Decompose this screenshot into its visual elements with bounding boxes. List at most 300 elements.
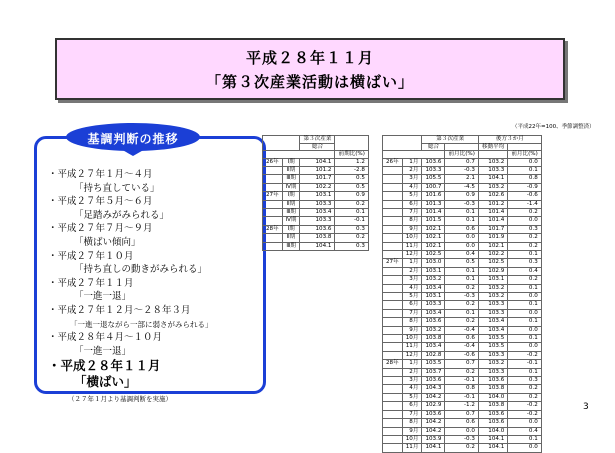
monthly-cell-a: 103.4 [478, 318, 507, 326]
monthly-cell-v: 102.1 [422, 242, 445, 250]
table-row [383, 309, 542, 317]
monthly-cell-m: 5月 [402, 293, 422, 301]
quarterly-cell-v: 104.1 [300, 158, 335, 166]
monthly-cell-m: 11月 [402, 343, 422, 351]
trend-panel-title: 基調判断の推移 [87, 132, 179, 146]
monthly-cell-v: 102.9 [422, 402, 445, 410]
monthly-cell-c: 0.1 [445, 208, 478, 216]
monthly-cell-y: 27年 [383, 259, 403, 267]
monthly-cell-v: 103.2 [422, 326, 445, 334]
quarterly-cell-c: -0.1 [335, 217, 368, 225]
quarterly-cell-v: 101.7 [300, 175, 335, 183]
monthly-cell-v: 101.5 [422, 217, 445, 225]
monthly-cell-m: 9月 [402, 427, 422, 435]
monthly-cell-y [383, 393, 403, 401]
quarterly-cell-y [263, 183, 283, 191]
monthly-cell-y [383, 368, 403, 376]
monthly-cell-c: 0.7 [445, 410, 478, 418]
monthly-cell-c: 0.1 [445, 276, 478, 284]
monthly-cell-m: 10月 [402, 335, 422, 343]
monthly-cell-ac: 0.1 [508, 301, 541, 309]
table-row [263, 192, 369, 200]
monthly-cell-ac: 0.2 [508, 385, 541, 393]
monthly-corner [383, 136, 422, 151]
monthly-cell-c: 0.6 [445, 335, 478, 343]
trend-judgment: 「横ばい」 [74, 374, 137, 390]
quarterly-corner [263, 136, 300, 151]
quarterly-cell-p: Ⅱ期 [282, 234, 300, 242]
table-row [263, 225, 369, 233]
monthly-cell-ac: -0.9 [508, 183, 541, 191]
monthly-cell-ac: 0.0 [508, 293, 541, 301]
monthly-cell-v: 100.7 [422, 183, 445, 191]
monthly-cell-y: 26年 [383, 158, 403, 166]
monthly-cell-c: 0.0 [445, 427, 478, 435]
monthly-cell-c: -0.3 [445, 166, 478, 174]
table-row [383, 166, 542, 174]
table-row [383, 293, 542, 301]
trend-judgment: 「足踏みがみられる」 [74, 209, 170, 221]
table-row [383, 343, 542, 351]
monthly-cell-ac: 0.2 [508, 234, 541, 242]
monthly-cell-v: 103.6 [422, 318, 445, 326]
monthly-cell-a: 104.0 [478, 427, 507, 435]
monthly-cell-c: 0.6 [445, 225, 478, 233]
monthly-cell-c: 0.0 [445, 234, 478, 242]
trend-judgment: 「一進一退」 [74, 291, 132, 303]
quarterly-cell-p: Ⅲ期 [282, 175, 300, 183]
table-row [263, 166, 369, 174]
monthly-cell-a: 103.1 [478, 276, 507, 284]
monthly-cell-a: 101.7 [478, 225, 507, 233]
monthly-cell-v: 103.6 [422, 377, 445, 385]
monthly-cell-y [383, 427, 403, 435]
table-row [383, 326, 542, 334]
table-row [383, 402, 542, 410]
quarterly-cell-p: Ⅳ期 [282, 183, 300, 191]
monthly-cell-v: 103.4 [422, 309, 445, 317]
monthly-cell-y [383, 175, 403, 183]
table-row [383, 444, 542, 452]
quarterly-cell-c: 0.3 [335, 242, 368, 250]
monthly-cell-a: 103.3 [478, 309, 507, 317]
monthly-cell-a: 101.9 [478, 234, 507, 242]
monthly-cell-a: 103.2 [478, 158, 507, 166]
monthly-header-1: 第３次産業 [422, 136, 478, 144]
monthly-header-6: 前月比(%) [508, 151, 541, 159]
monthly-cell-a: 103.3 [478, 368, 507, 376]
trend-judgment: 「持ち直しの動きがみられる」 [74, 264, 208, 276]
table-row [383, 318, 542, 326]
monthly-header-2: 総合 [422, 143, 445, 151]
monthly-cell-y [383, 208, 403, 216]
monthly-cell-ac: 0.2 [508, 242, 541, 250]
monthly-cell-c: 0.4 [445, 250, 478, 258]
monthly-cell-ac: -0.2 [508, 410, 541, 418]
monthly-header-3: 前月比(%) [445, 151, 478, 159]
monthly-cell-ac: 0.1 [508, 435, 541, 443]
monthly-cell-ac: 0.4 [508, 427, 541, 435]
monthly-cell-c: -0.4 [445, 343, 478, 351]
trend-judgment: 「持ち直している」 [74, 182, 160, 194]
monthly-cell-a: 103.2 [478, 293, 507, 301]
monthly-cell-v: 102.5 [422, 250, 445, 258]
page-number: 3 [583, 402, 589, 412]
monthly-cell-m: 5月 [402, 393, 422, 401]
table-row [383, 410, 542, 418]
monthly-cell-a: 101.2 [478, 200, 507, 208]
monthly-cell-ac: 0.3 [508, 377, 541, 385]
monthly-cell-m: 1月 [402, 259, 422, 267]
monthly-cell-m: 4月 [402, 385, 422, 393]
monthly-cell-y [383, 444, 403, 452]
monthly-cell-c: 0.1 [445, 309, 478, 317]
monthly-cell-c: 0.2 [445, 318, 478, 326]
table-row [383, 225, 542, 233]
monthly-cell-y [383, 284, 403, 292]
monthly-cell-a: 103.3 [478, 166, 507, 174]
table-row [263, 175, 369, 183]
monthly-cell-a: 102.9 [478, 267, 507, 275]
monthly-cell-y [383, 343, 403, 351]
quarterly-cell-c: -2.8 [335, 166, 368, 174]
monthly-cell-ac: -0.1 [508, 360, 541, 368]
monthly-cell-v: 101.4 [422, 208, 445, 216]
monthly-header-spacer [383, 151, 445, 159]
trend-judgment: 「一進一退ながら一部に弱さがみられる」 [70, 319, 213, 329]
monthly-cell-v: 102.1 [422, 225, 445, 233]
monthly-cell-m: 7月 [402, 208, 422, 216]
base-note: （平成22年=100、季節調整済） [512, 124, 595, 130]
monthly-cell-y [383, 192, 403, 200]
quarterly-cell-p: Ⅲ期 [282, 242, 300, 250]
monthly-cell-c: 0.2 [445, 368, 478, 376]
quarterly-table [262, 135, 369, 251]
monthly-cell-a: 103.3 [478, 301, 507, 309]
table-row [383, 276, 542, 284]
table-row [383, 183, 542, 191]
monthly-cell-m: 6月 [402, 301, 422, 309]
monthly-cell-m: 4月 [402, 183, 422, 191]
monthly-cell-v: 104.2 [422, 393, 445, 401]
monthly-cell-v: 104.1 [422, 444, 445, 452]
monthly-cell-m: 8月 [402, 217, 422, 225]
monthly-cell-m: 1月 [402, 158, 422, 166]
monthly-cell-y [383, 335, 403, 343]
quarterly-cell-y [263, 200, 283, 208]
monthly-cell-ac: 0.3 [508, 225, 541, 233]
quarterly-cell-y [263, 208, 283, 216]
table-row [383, 175, 542, 183]
monthly-cell-v: 103.7 [422, 368, 445, 376]
monthly-cell-v: 103.4 [422, 343, 445, 351]
monthly-header-empty [445, 143, 478, 151]
trend-judgment: 「横ばい傾向」 [74, 236, 141, 248]
quarterly-cell-c: 0.2 [335, 200, 368, 208]
monthly-cell-m: 5月 [402, 192, 422, 200]
monthly-cell-ac: 0.2 [508, 276, 541, 284]
monthly-cell-a: 103.6 [478, 410, 507, 418]
trend-period: ・平成２８年１１月 [48, 358, 161, 374]
quarterly-cell-v: 102.2 [300, 183, 335, 191]
monthly-cell-c: -0.1 [445, 377, 478, 385]
quarterly-cell-v: 103.3 [300, 200, 335, 208]
quarterly-cell-c: 0.1 [335, 208, 368, 216]
table-row [263, 158, 369, 166]
table-row [263, 234, 369, 242]
page-subtitle: 「第３次産業活動は横ばい」 [205, 73, 414, 91]
quarterly-header-spacer [263, 151, 335, 159]
monthly-cell-v: 103.6 [422, 410, 445, 418]
quarterly-cell-c: 0.2 [335, 234, 368, 242]
monthly-cell-m: 6月 [402, 200, 422, 208]
quarterly-header-3: 前期比(%) [335, 151, 368, 159]
table-row [263, 242, 369, 250]
monthly-cell-a: 103.5 [478, 343, 507, 351]
table-row [383, 435, 542, 443]
table-row [383, 242, 542, 250]
quarterly-cell-y [263, 217, 283, 225]
table-row [383, 158, 542, 166]
monthly-cell-a: 103.2 [478, 183, 507, 191]
monthly-cell-ac: 0.1 [508, 250, 541, 258]
monthly-cell-y [383, 351, 403, 359]
quarterly-cell-p: Ⅰ期 [282, 158, 300, 166]
monthly-cell-m: 8月 [402, 318, 422, 326]
monthly-cell-y [383, 318, 403, 326]
title-box [55, 38, 565, 100]
monthly-cell-ac: 0.2 [508, 208, 541, 216]
monthly-cell-c: -0.3 [445, 435, 478, 443]
monthly-cell-c: 0.2 [445, 301, 478, 309]
monthly-cell-y [383, 276, 403, 284]
table-row [383, 335, 542, 343]
monthly-cell-m: 11月 [402, 444, 422, 452]
monthly-cell-v: 103.1 [422, 267, 445, 275]
quarterly-cell-c: 0.3 [335, 225, 368, 233]
monthly-cell-c: -0.3 [445, 200, 478, 208]
monthly-cell-a: 103.2 [478, 360, 507, 368]
monthly-table [382, 135, 542, 453]
table-row [383, 200, 542, 208]
monthly-cell-y [383, 301, 403, 309]
quarterly-cell-c: 1.2 [335, 158, 368, 166]
trend-judgment: 「一進一退」 [74, 345, 132, 357]
quarterly-cell-y [263, 242, 283, 250]
quarterly-cell-c: 0.5 [335, 175, 368, 183]
monthly-cell-a: 102.2 [478, 250, 507, 258]
quarterly-cell-y: 28年 [263, 225, 283, 233]
monthly-cell-y [383, 402, 403, 410]
monthly-cell-c: 0.2 [445, 284, 478, 292]
monthly-cell-a: 101.4 [478, 208, 507, 216]
monthly-cell-ac: 0.0 [508, 444, 541, 452]
monthly-cell-v: 103.8 [422, 335, 445, 343]
monthly-cell-m: 9月 [402, 326, 422, 334]
monthly-cell-y [383, 377, 403, 385]
table-row [263, 217, 369, 225]
monthly-cell-v: 103.1 [422, 293, 445, 301]
table-row [383, 301, 542, 309]
trend-period: ・平成２７年１月～４月 [48, 169, 153, 180]
quarterly-cell-p: Ⅱ期 [282, 200, 300, 208]
monthly-cell-ac: -0.2 [508, 351, 541, 359]
table-row [383, 234, 542, 242]
monthly-cell-m: 7月 [402, 309, 422, 317]
monthly-cell-ac: -0.6 [508, 192, 541, 200]
monthly-cell-a: 104.1 [478, 435, 507, 443]
monthly-cell-a: 103.2 [478, 284, 507, 292]
monthly-cell-c: 0.5 [445, 259, 478, 267]
quarterly-cell-v: 103.6 [300, 225, 335, 233]
monthly-cell-c: -0.6 [445, 351, 478, 359]
trend-period: ・平成２７年１２月～２８年３月 [48, 304, 191, 316]
monthly-cell-y [383, 250, 403, 258]
monthly-cell-ac: 0.0 [508, 309, 541, 317]
monthly-cell-c: -0.3 [445, 293, 478, 301]
table-row [383, 393, 542, 401]
monthly-cell-m: 2月 [402, 368, 422, 376]
monthly-cell-c: 0.2 [445, 444, 478, 452]
monthly-header-empty2 [508, 143, 541, 151]
monthly-cell-v: 101.6 [422, 192, 445, 200]
monthly-cell-a: 101.4 [478, 217, 507, 225]
monthly-cell-v: 102.1 [422, 234, 445, 242]
monthly-cell-a: 102.5 [478, 259, 507, 267]
quarterly-cell-y: 26年 [263, 158, 283, 166]
monthly-cell-y [383, 225, 403, 233]
quarterly-cell-y [263, 175, 283, 183]
monthly-cell-ac: 0.0 [508, 343, 541, 351]
monthly-cell-a: 103.8 [478, 385, 507, 393]
monthly-cell-a: 103.8 [478, 402, 507, 410]
monthly-cell-ac: 0.1 [508, 284, 541, 292]
monthly-cell-a: 103.5 [478, 335, 507, 343]
monthly-cell-ac: -1.4 [508, 200, 541, 208]
monthly-cell-y [383, 385, 403, 393]
monthly-cell-y [383, 200, 403, 208]
monthly-cell-m: 12月 [402, 351, 422, 359]
monthly-cell-v: 103.3 [422, 301, 445, 309]
monthly-cell-v: 104.2 [422, 427, 445, 435]
quarterly-cell-v: 101.2 [300, 166, 335, 174]
monthly-cell-v: 103.0 [422, 259, 445, 267]
quarterly-cell-v: 104.1 [300, 242, 335, 250]
quarterly-cell-v: 103.8 [300, 234, 335, 242]
table-row [263, 208, 369, 216]
monthly-cell-c: 2.1 [445, 175, 478, 183]
table-row [383, 351, 542, 359]
monthly-cell-m: 12月 [402, 250, 422, 258]
monthly-cell-m: 2月 [402, 166, 422, 174]
monthly-cell-m: 3月 [402, 377, 422, 385]
monthly-cell-y [383, 435, 403, 443]
monthly-cell-ac: 0.1 [508, 335, 541, 343]
monthly-cell-ac: -0.2 [508, 402, 541, 410]
quarterly-header-2: 総合 [300, 143, 335, 151]
table-row [383, 208, 542, 216]
monthly-cell-c: 0.7 [445, 360, 478, 368]
monthly-cell-y [383, 267, 403, 275]
monthly-cell-m: 1月 [402, 360, 422, 368]
monthly-cell-m: 8月 [402, 419, 422, 427]
quarterly-cell-p: Ⅰ期 [282, 192, 300, 200]
monthly-cell-ac: 0.3 [508, 259, 541, 267]
monthly-header-4: 後方３か月 [478, 136, 541, 144]
monthly-cell-ac: 0.1 [508, 368, 541, 376]
quarterly-header-1: 第３次産業 [300, 136, 335, 144]
table-row [383, 284, 542, 292]
table-row [263, 200, 369, 208]
table-row [383, 377, 542, 385]
monthly-cell-c: 0.6 [445, 419, 478, 427]
monthly-cell-v: 103.2 [422, 276, 445, 284]
monthly-cell-a: 104.0 [478, 393, 507, 401]
monthly-cell-a: 103.6 [478, 419, 507, 427]
table-row [383, 385, 542, 393]
monthly-cell-ac: 0.0 [508, 419, 541, 427]
monthly-cell-a: 103.6 [478, 377, 507, 385]
quarterly-cell-p: Ⅳ期 [282, 217, 300, 225]
monthly-cell-m: 9月 [402, 225, 422, 233]
quarterly-cell-p: Ⅱ期 [282, 166, 300, 174]
table-row [383, 267, 542, 275]
monthly-cell-y [383, 326, 403, 334]
table-row [383, 192, 542, 200]
trend-period: ・平成２７年７月～９月 [48, 223, 153, 235]
table-row [263, 183, 369, 191]
monthly-cell-v: 101.3 [422, 200, 445, 208]
monthly-cell-m: 11月 [402, 242, 422, 250]
monthly-cell-m: 3月 [402, 175, 422, 183]
quarterly-cell-v: 103.3 [300, 217, 335, 225]
monthly-cell-a: 102.1 [478, 242, 507, 250]
monthly-cell-y [383, 410, 403, 418]
monthly-cell-v: 104.2 [422, 419, 445, 427]
quarterly-cell-p: Ⅰ期 [282, 225, 300, 233]
monthly-cell-y: 28年 [383, 360, 403, 368]
monthly-cell-v: 102.8 [422, 351, 445, 359]
monthly-cell-ac: 0.0 [508, 158, 541, 166]
trend-note: （２７年１月より基調判断を実施） [68, 395, 172, 404]
table-row [383, 250, 542, 258]
monthly-header-5: 移動平均 [478, 143, 507, 151]
monthly-cell-v: 105.5 [422, 175, 445, 183]
monthly-cell-c: -4.5 [445, 183, 478, 191]
quarterly-cell-y: 27年 [263, 192, 283, 200]
quarterly-cell-v: 103.4 [300, 208, 335, 216]
monthly-cell-v: 103.9 [422, 435, 445, 443]
monthly-cell-c: -1.2 [445, 402, 478, 410]
monthly-cell-ac: 0.1 [508, 318, 541, 326]
monthly-cell-y [383, 242, 403, 250]
trend-period: ・平成２７年１１月 [48, 277, 134, 289]
monthly-cell-v: 103.5 [422, 360, 445, 368]
quarterly-cell-c: 0.9 [335, 192, 368, 200]
trend-list [48, 168, 253, 407]
monthly-cell-v: 103.4 [422, 284, 445, 292]
monthly-cell-a: 102.6 [478, 192, 507, 200]
table-row [383, 427, 542, 435]
monthly-cell-a: 104.1 [478, 175, 507, 183]
monthly-cell-c: 0.1 [445, 217, 478, 225]
trend-panel-header [64, 121, 202, 157]
monthly-cell-y [383, 217, 403, 225]
monthly-cell-m: 2月 [402, 267, 422, 275]
trend-period: ・平成２８年４月～１０月 [48, 332, 163, 344]
monthly-cell-a: 103.4 [478, 326, 507, 334]
monthly-cell-ac: 0.4 [508, 267, 541, 275]
